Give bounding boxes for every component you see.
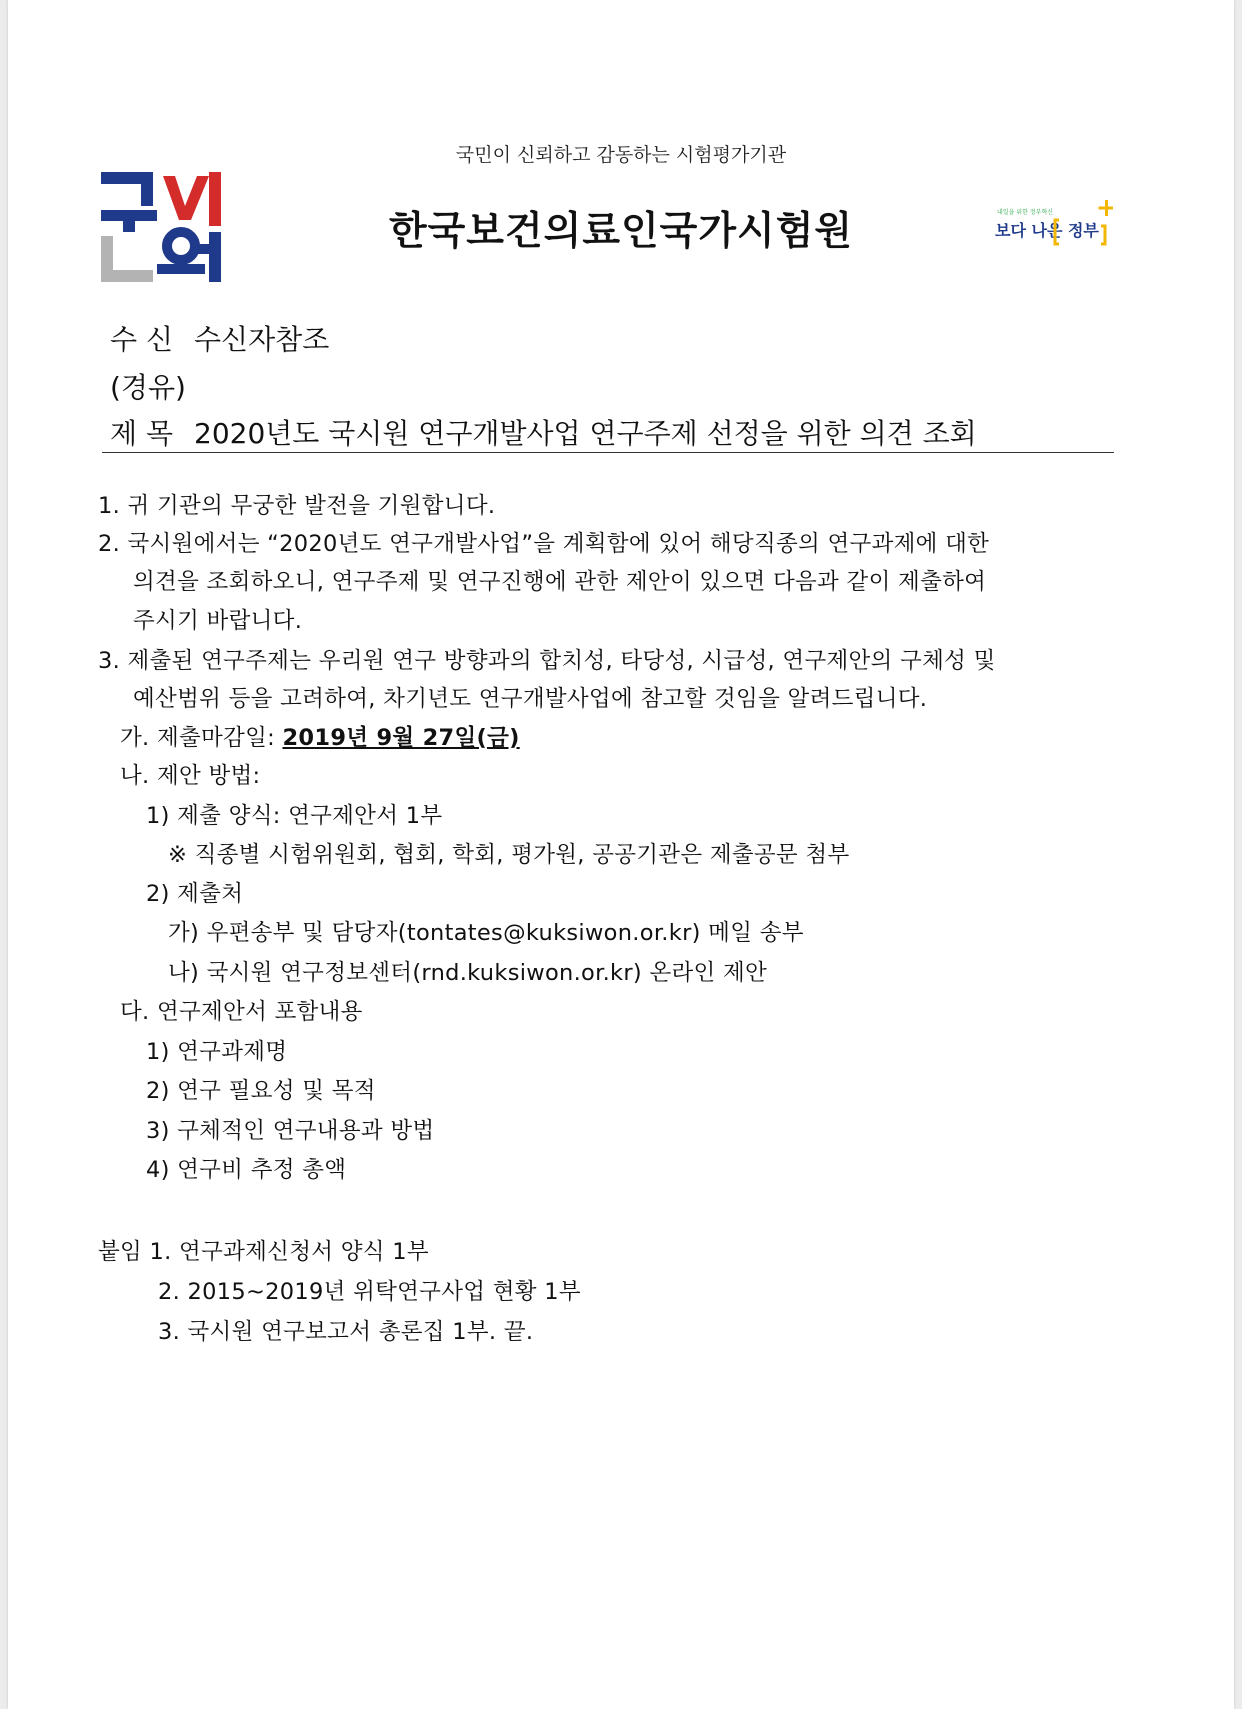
submission-destination: 2) 제출처 [146, 881, 244, 907]
submission-form: 1) 제출 양식: 연구제안서 1부 [146, 803, 443, 829]
attachment-3: 3. 국시원 연구보고서 총론집 1부. 끝. [158, 1319, 534, 1345]
logo-small-text: 내일을 위한 정부혁신 [997, 209, 1053, 216]
submission-email: 가) 우편송부 및 담당자(tontates@kuksiwon.or.kr) 메일 송부 [168, 920, 804, 946]
subject-label: 제 목 [110, 417, 173, 450]
deadline-label: 가. 제출마감일: [120, 725, 283, 751]
subject-value: 2020년도 국시원 연구개발사업 연구주제 선정을 위한 의견 조회 [194, 417, 977, 450]
contents-item-2: 2) 연구 필요성 및 목적 [146, 1078, 376, 1104]
paragraph-3-line-1: 3. 제출된 연구주제는 우리원 연구 방향과의 합치성, 타당성, 시급성, 연구제안의 구체성 및 [98, 648, 996, 674]
recipient-value: 수신자참조 [194, 323, 330, 356]
contents-item-3: 3) 구체적인 연구내용과 방법 [146, 1118, 435, 1144]
document-page [8, 0, 1234, 1709]
attachment-1: 붙임 1. 연구과제신청서 양식 1부 [98, 1239, 429, 1265]
proposal-contents-heading: 다. 연구제안서 포함내용 [120, 999, 363, 1025]
deadline-line [120, 720, 520, 752]
paragraph-3-line-2: 예산범위 등을 고려하여, 차기년도 연구개발사업에 참고할 것임을 알려드립니다. [133, 686, 928, 712]
paragraph-2-line-1: 2. 국시원에서는 “2020년도 연구개발사업”을 계획함에 있어 해당직종의 연구과제에 대한 [98, 531, 990, 557]
recipient-label: 수 신 [110, 323, 173, 356]
slogan: 국민이 신뢰하고 감동하는 시험평가기관 [455, 144, 787, 166]
logo-main-text: 보다 나은 정부 [995, 221, 1099, 240]
contents-item-1: 1) 연구과제명 [146, 1039, 288, 1065]
proposal-method-heading: 나. 제안 방법: [120, 763, 261, 789]
paragraph-1: 1. 귀 기관의 무궁한 발전을 기원합니다. [98, 493, 496, 519]
submission-note: ※ 직종별 시험위원회, 협회, 학회, 평가원, 공공기관은 제출공문 첨부 [168, 842, 850, 868]
via-label: (경유) [110, 371, 186, 404]
contents-item-4: 4) 연구비 추정 총액 [146, 1157, 347, 1183]
attachment-2: 2. 2015~2019년 위탁연구사업 현황 1부 [158, 1279, 581, 1305]
submission-online: 나) 국시원 연구정보센터(rnd.kuksiwon.or.kr) 온라인 제안 [168, 960, 768, 986]
paragraph-2-line-2: 의견을 조회하오니, 연구주제 및 연구진행에 관한 제안이 있으면 다음과 같이 제출하여 [133, 569, 987, 595]
deadline-date: 2019년 9월 27일(금) [282, 725, 520, 751]
organization-name: 한국보건의료인국가시험원 [388, 209, 854, 254]
paragraph-2-line-3: 주시기 바랍니다. [133, 608, 303, 634]
header-divider [102, 452, 1114, 453]
